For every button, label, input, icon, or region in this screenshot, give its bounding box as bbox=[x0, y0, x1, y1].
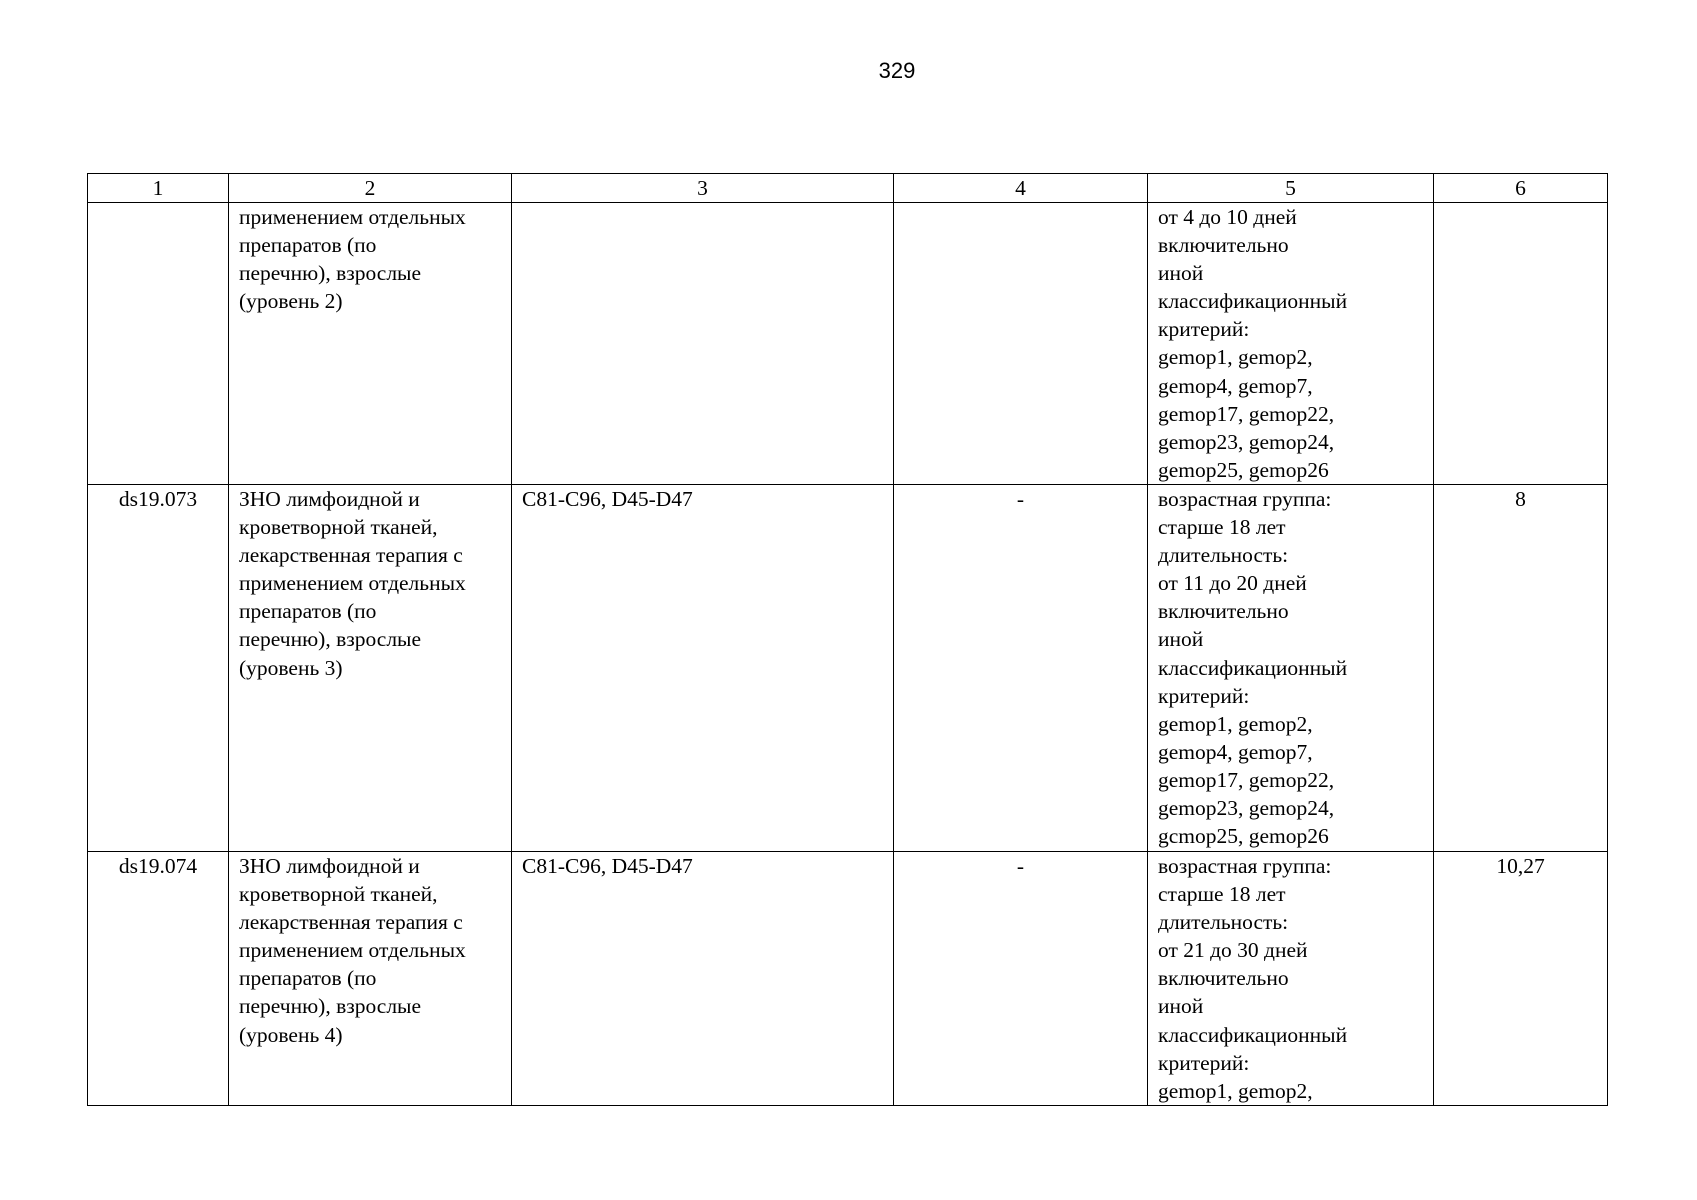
column-header-1: 1 bbox=[88, 174, 229, 203]
tariff-table bbox=[87, 173, 1608, 1106]
cell-col4 bbox=[894, 203, 1148, 485]
cell-name: ЗНО лимфоидной и кроветворной тканей, лекарственная терапия с применением отдельных препаратов (по перечню), взрослые (уровень 3) bbox=[229, 485, 512, 852]
cell-name: ЗНО лимфоидной и кроветворной тканей, лекарственная терапия с применением отдельных препаратов (по перечню), взрослые (уровень 4) bbox=[229, 852, 512, 1106]
column-header-5: 5 bbox=[1148, 174, 1434, 203]
cell-code: ds19.074 bbox=[88, 852, 229, 1106]
table-row bbox=[88, 203, 1608, 485]
page-number: 329 bbox=[878, 58, 916, 83]
cell-coefficient: 8 bbox=[1434, 485, 1608, 852]
cell-col4: - bbox=[894, 485, 1148, 852]
cell-icd bbox=[512, 203, 894, 485]
cell-code bbox=[88, 203, 229, 485]
table-row bbox=[88, 852, 1608, 1106]
cell-icd: C81-C96, D45-D47 bbox=[512, 852, 894, 1106]
cell-code: ds19.073 bbox=[88, 485, 229, 852]
cell-name: применением отдельных препаратов (по перечню), взрослые (уровень 2) bbox=[229, 203, 512, 485]
cell-icd: C81-C96, D45-D47 bbox=[512, 485, 894, 852]
cell-criteria: возрастная группа: старше 18 лет длительность: от 21 до 30 дней включительно иной классификационный критерий: gemop1, gemop2, bbox=[1148, 852, 1434, 1106]
column-header-4: 4 bbox=[894, 174, 1148, 203]
column-header-6: 6 bbox=[1434, 174, 1608, 203]
column-header-2: 2 bbox=[229, 174, 512, 203]
cell-criteria: возрастная группа: старше 18 лет длительность: от 11 до 20 дней включительно иной классификационный критерий: gemop1, gemop2, gemop4, gemop7, gemop17, gemop22, gemop23, gemop24, gcmop25, gemop26 bbox=[1148, 485, 1434, 852]
table-header bbox=[88, 174, 1608, 203]
table-row bbox=[88, 485, 1608, 852]
cell-col4: - bbox=[894, 852, 1148, 1106]
cell-coefficient bbox=[1434, 203, 1608, 485]
column-header-3: 3 bbox=[512, 174, 894, 203]
cell-coefficient: 10,27 bbox=[1434, 852, 1608, 1106]
cell-criteria: от 4 до 10 дней включительно иной классификационный критерий: gemop1, gemop2, gemop4, gemop7, gemop17, gemop22, gemop23, gemop24, gemop25, gemop26 bbox=[1148, 203, 1434, 485]
